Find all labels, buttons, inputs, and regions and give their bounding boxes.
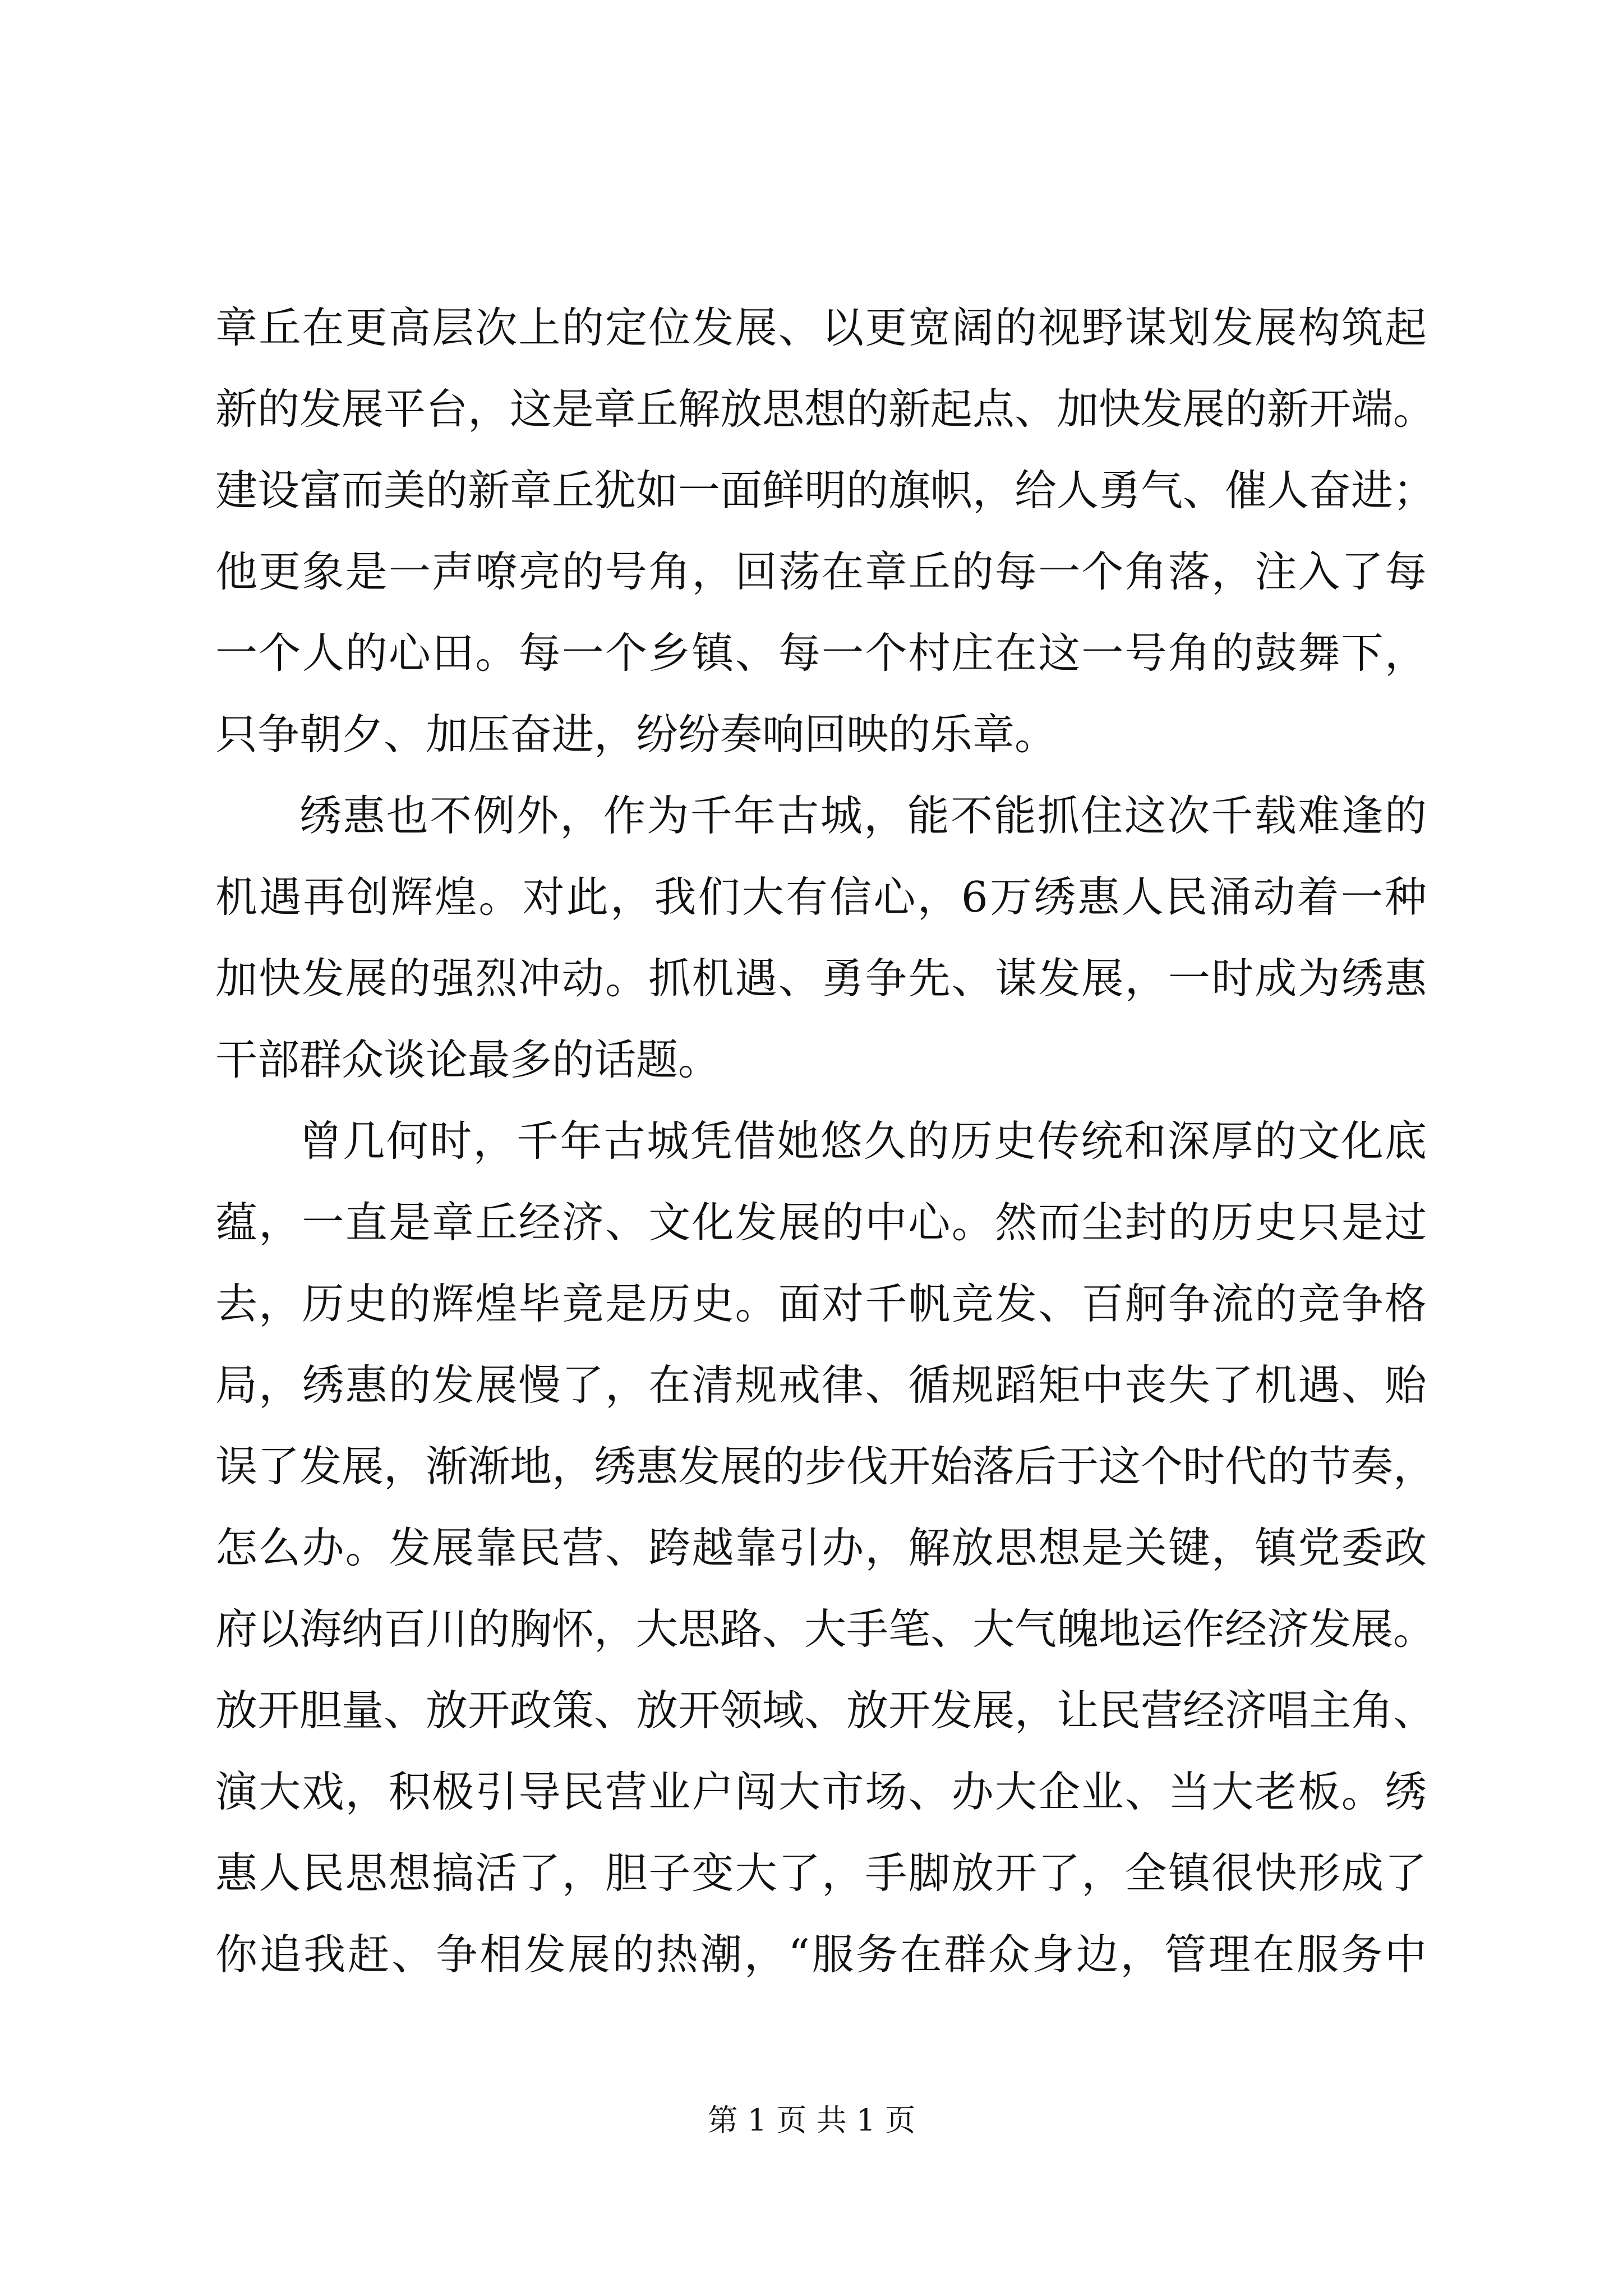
text-line: 你追我赶、争相发展的热潮，“服务在群众身边，管理在服务中 <box>215 1930 1427 1979</box>
text-line: 局，绣惠的发展慢了，在清规戒律、循规蹈矩中丧失了机遇、贻 <box>215 1360 1427 1410</box>
text-line: 误了发展，渐渐地，绣惠发展的步伐开始落后于这个时代的节奏， <box>215 1442 1436 1491</box>
text-line: 章丘在更高层次上的定位发展、以更宽阔的视野谋划发展构筑起 <box>215 303 1427 352</box>
paragraph-first-line: 绣惠也不例外，作为千年古城，能不能抓住这次千载难逢的 <box>299 791 1427 840</box>
text-line: 干部群众谈论最多的话题。 <box>215 1035 721 1084</box>
text-line: 加快发展的强烈冲动。抓机遇、勇争先、谋发展，一时成为绣惠 <box>215 954 1427 1003</box>
text-line: 新的发展平台，这是章丘解放思想的新起点、加快发展的新开端。 <box>215 384 1436 434</box>
body-text <box>215 287 1436 1995</box>
text-line: 他更象是一声嘹亮的号角，回荡在章丘的每一个角落，注入了每 <box>215 547 1427 596</box>
text-line: 机遇再创辉煌。对此，我们大有信心，6万绣惠人民涌动着一种 <box>215 872 1427 922</box>
text-line: 只争朝夕、加压奋进，纷纷奏响回映的乐章。 <box>215 710 1057 759</box>
text-line: 怎么办。发展靠民营、跨越靠引办，解放思想是关键，镇党委政 <box>215 1523 1427 1572</box>
text-line: 惠人民思想搞活了，胆子变大了，手脚放开了，全镇很快形成了 <box>215 1848 1427 1898</box>
text-line: 演大戏，积极引导民营业户闯大市场、办大企业、当大老板。绣 <box>215 1767 1427 1816</box>
page-number-footer: 第 1 页 共 1 页 <box>707 2102 916 2138</box>
paragraph-first-line: 曾几何时，千年古城凭借她悠久的历史传统和深厚的文化底 <box>299 1116 1427 1166</box>
text-line: 一个人的心田。每一个乡镇、每一个村庄在这一号角的鼓舞下， <box>215 628 1427 678</box>
text-line: 建设富而美的新章丘犹如一面鲜明的旗帜，给人勇气、催人奋进； <box>215 466 1436 515</box>
text-line: 蕴，一直是章丘经济、文化发展的中心。然而尘封的历史只是过 <box>215 1198 1427 1247</box>
text-line: 府以海纳百川的胸怀，大思路、大手笔、大气魄地运作经济发展。 <box>215 1604 1436 1654</box>
text-line: 去，历史的辉煌毕竟是历史。面对千帆竞发、百舸争流的竞争格 <box>215 1279 1427 1328</box>
text-line: 放开胆量、放开政策、放开领域、放开发展，让民营经济唱主角、 <box>215 1686 1436 1735</box>
